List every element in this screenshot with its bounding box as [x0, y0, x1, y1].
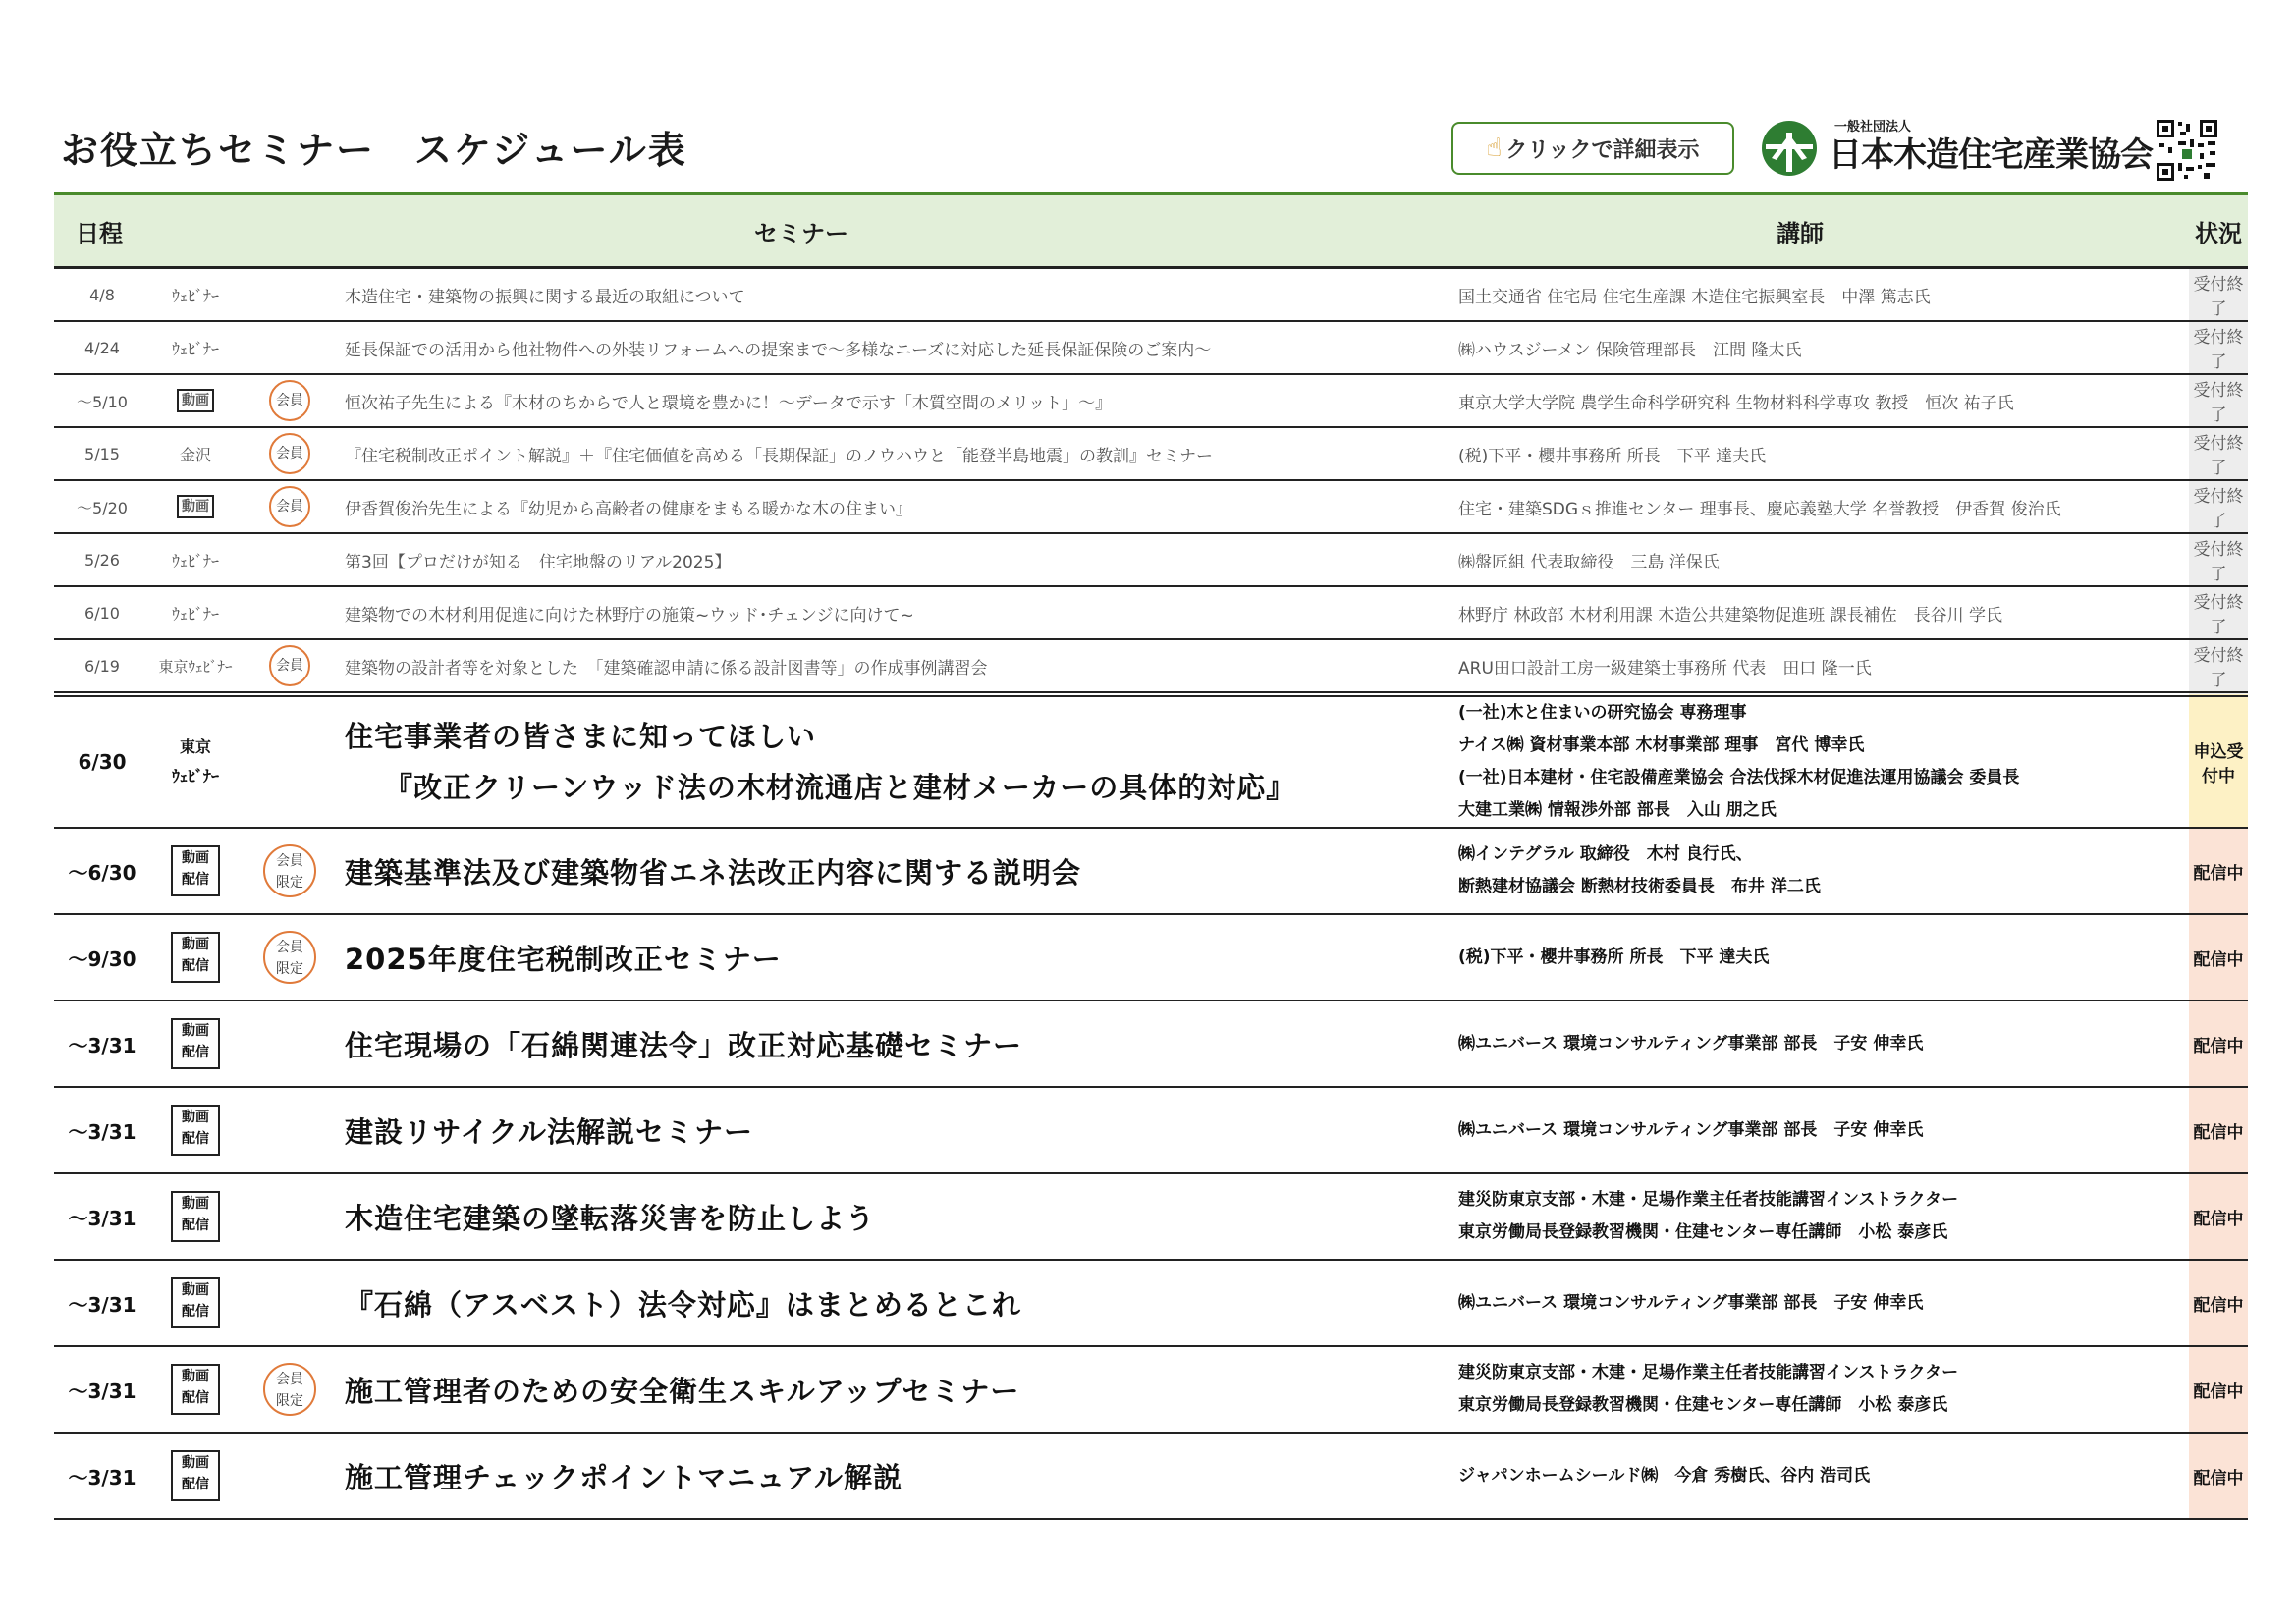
speaker-line: ㈱ユニバース 環境コンサルティング事業部 部長 子安 伸幸氏: [1458, 1119, 1924, 1140]
video-badge: [171, 1018, 220, 1069]
status-badge: 受付終了: [2189, 427, 2248, 480]
row-format: 東京ｳｪﾋﾞﾅｰ: [150, 639, 241, 694]
format-line: 東京: [179, 737, 211, 756]
speaker: 東京大学大学院 農学生命科学研究科 生物材料科学専攻 教授 恒次 祐子氏: [1452, 374, 2189, 427]
status-badge: 受付終了: [2189, 374, 2248, 427]
seminar-title[interactable]: 延長保証での活用から他社物件への外装リフォームへの提案まで～多様なニーズに対応した延長保証保険のご案内～: [339, 321, 1452, 374]
video-badge-line: 配信: [182, 1218, 209, 1233]
table-row[interactable]: [54, 374, 2248, 427]
table-row[interactable]: [54, 914, 2248, 1001]
speaker: [1452, 694, 2189, 828]
video-badge-line: 動画: [182, 1282, 209, 1298]
seminar-title[interactable]: 施工管理者のための安全衛生スキルアップセミナー: [339, 1346, 1452, 1433]
video-badge: [171, 845, 220, 896]
org-name: 日本木造住宅産業協会: [1829, 135, 2153, 175]
speaker-line: 断熱建材協議会 断熱材技術委員長 布井 洋二氏: [1458, 877, 1821, 896]
org-type: 一般社団法人: [1834, 120, 1912, 135]
row-member-badge: [241, 533, 339, 586]
video-badge-line: 配信: [182, 872, 209, 888]
speaker-line: (一社)日本建材・住宅設備産業協会 合法伐採木材促進法運用協議会 委員長: [1458, 768, 2020, 787]
speaker-line: ㈱ユニバース 環境コンサルティング事業部 部長 子安 伸幸氏: [1458, 1292, 1924, 1313]
table-row[interactable]: [54, 321, 2248, 374]
video-badge-line: 動画: [182, 1196, 209, 1212]
table-row[interactable]: [54, 1260, 2248, 1346]
col-seminar-header: セミナー: [150, 194, 1452, 268]
row-member-badge: [241, 1087, 339, 1173]
status-badge: 配信中: [2189, 1087, 2248, 1173]
video-badge-line: 動画: [182, 1455, 209, 1471]
row-format: 金沢: [150, 427, 241, 480]
video-badge-line: 配信: [182, 1304, 209, 1320]
table-row[interactable]: [54, 268, 2248, 322]
row-date: 6/10: [54, 586, 150, 639]
video-badge: [171, 1364, 220, 1415]
speaker: [1452, 914, 2189, 1001]
seminar-title[interactable]: 伊香賀俊治先生による『幼児から高齢者の健康をまもる暖かな木の住まい』: [339, 480, 1452, 533]
row-member-badge: [241, 694, 339, 828]
speaker: [1452, 1346, 2189, 1433]
row-date: ～3/31: [54, 1260, 150, 1346]
row-date: ～3/31: [54, 1001, 150, 1087]
video-badge-line: 配信: [182, 958, 209, 974]
table-row[interactable]: [54, 828, 2248, 914]
seminar-title[interactable]: 『住宅税制改正ポイント解説』＋『住宅価値を高める「長期保証」のノウハウと「能登半島地震」の教訓』セミナー: [339, 427, 1452, 480]
row-member-badge: [241, 586, 339, 639]
seminar-title[interactable]: 木造住宅建築の墜転落災害を防止しよう: [339, 1173, 1452, 1260]
video-badge-line: 動画: [182, 1110, 209, 1125]
speaker: 国土交通省 住宅局 住宅生産課 木造住宅振興室長 中澤 篤志氏: [1452, 268, 2189, 322]
speaker: [1452, 1001, 2189, 1087]
video-badge-line: 配信: [182, 1045, 209, 1060]
video-badge: [171, 1105, 220, 1156]
video-badge-line: 動画: [182, 1369, 209, 1384]
video-badge: 動画: [177, 389, 214, 412]
status-badge: 受付終了: [2189, 321, 2248, 374]
video-badge-line: 動画: [182, 850, 209, 866]
speaker-line: 大建工業㈱ 情報渉外部 部長 入山 朋之氏: [1458, 800, 1777, 820]
table-row[interactable]: [54, 1001, 2248, 1087]
speaker-line: (一社)木と住まいの研究協会 専務理事: [1458, 703, 1747, 723]
table-row[interactable]: [54, 1346, 2248, 1433]
row-date: 5/15: [54, 427, 150, 480]
row-date: 6/30: [54, 694, 150, 828]
row-member-badge: [241, 1260, 339, 1346]
status-badge: 受付終了: [2189, 268, 2248, 322]
member-badge-line: 会員: [276, 1372, 303, 1387]
row-format: ｳｪﾋﾞﾅｰ: [150, 268, 241, 322]
video-badge: [171, 1277, 220, 1328]
status-badge: 配信中: [2189, 828, 2248, 914]
seminar-title[interactable]: 恒次祐子先生による『木材のちからで人と環境を豊かに！～データで示す「木質空間のメリット」～』: [339, 374, 1452, 427]
status-badge: 配信中: [2189, 1001, 2248, 1087]
speaker-line: (税)下平・櫻井事務所 所長 下平 達夫氏: [1458, 947, 1770, 967]
member-badge: 会員: [269, 433, 310, 474]
speaker-line: ナイス㈱ 資材事業本部 木材事業部 理事 宮代 博幸氏: [1458, 735, 1865, 755]
col-status-header: 状況: [2189, 194, 2248, 268]
member-badge-line: 限定: [276, 961, 303, 977]
speaker-line: 東京労働局長登録教習機関・住建センター専任講師 小松 泰彦氏: [1458, 1395, 1948, 1415]
featured-row[interactable]: [54, 694, 2248, 828]
table-row[interactable]: [54, 1433, 2248, 1519]
member-badge-line: 限定: [276, 1393, 303, 1409]
member-badge-line: 会員: [276, 940, 303, 955]
speaker-line: ㈱ユニバース 環境コンサルティング事業部 部長 子安 伸幸氏: [1458, 1033, 1924, 1054]
speaker: [1452, 1433, 2189, 1519]
row-date: 6/19: [54, 639, 150, 694]
seminar-title[interactable]: 建築物の設計者等を対象とした 「建築確認申請に係る設計図書等」の作成事例講習会: [339, 639, 1452, 694]
member-badge-line: 会員: [276, 853, 303, 869]
row-member-badge: [241, 1001, 339, 1087]
status-badge: 配信中: [2189, 1346, 2248, 1433]
member-badge: [263, 931, 316, 984]
member-badge: [263, 1363, 316, 1416]
status-badge: 受付終了: [2189, 586, 2248, 639]
video-badge-line: 配信: [182, 1390, 209, 1406]
detail-view-button[interactable]: [1451, 122, 1734, 175]
status-badge: 受付終了: [2189, 533, 2248, 586]
title-line: 住宅事業者の皆さまに知ってほしい: [345, 720, 817, 753]
video-badge: [171, 1450, 220, 1501]
status-badge: 受付終了: [2189, 480, 2248, 533]
seminar-title[interactable]: 建設リサイクル法解説セミナー: [339, 1087, 1452, 1173]
video-badge-line: 動画: [182, 1023, 209, 1039]
row-date: 5/26: [54, 533, 150, 586]
speaker: 林野庁 林政部 木材利用課 木造公共建築物促進班 課長補佐 長谷川 学氏: [1452, 586, 2189, 639]
row-format: [150, 374, 241, 427]
member-badge: 会員: [269, 380, 310, 421]
member-badge: [263, 844, 316, 897]
table-header: [54, 194, 2248, 268]
seminar-title[interactable]: 施工管理チェックポイントマニュアル解説: [339, 1433, 1452, 1519]
status-badge: 受付終了: [2189, 639, 2248, 694]
speaker: ㈱ハウスジーメン 保険管理部長 江間 隆太氏: [1452, 321, 2189, 374]
speaker-line: 東京労働局長登録教習機関・住建センター専任講師 小松 泰彦氏: [1458, 1222, 1948, 1242]
speaker-line: ジャパンホームシールド㈱ 今倉 秀樹氏、谷内 浩司氏: [1458, 1465, 1871, 1486]
row-member-badge: [241, 1433, 339, 1519]
row-format: ｳｪﾋﾞﾅｰ: [150, 586, 241, 639]
col-speaker-header: 講師: [1452, 194, 2189, 268]
status-badge: 配信中: [2189, 1433, 2248, 1519]
member-badge: 会員: [269, 486, 310, 527]
speaker: [1452, 1260, 2189, 1346]
row-date: 4/24: [54, 321, 150, 374]
seminar-title[interactable]: 『石綿（アスベスト）法令対応』はまとめるとこれ: [339, 1260, 1452, 1346]
seminar-title[interactable]: 2025年度住宅税制改正セミナー: [339, 914, 1452, 1001]
table-row[interactable]: [54, 639, 2248, 694]
speaker: [1452, 1173, 2189, 1260]
speaker: [1452, 1087, 2189, 1173]
row-format: ｳｪﾋﾞﾅｰ: [150, 533, 241, 586]
row-date: ～3/31: [54, 1433, 150, 1519]
seminar-title[interactable]: 建築物での木材利用促進に向けた林野庁の施策~ウッド･チェンジに向けて~: [339, 586, 1452, 639]
seminar-schedule-table: [54, 192, 2248, 1520]
status-badge: 配信中: [2189, 914, 2248, 1001]
row-member-badge: [241, 1173, 339, 1260]
seminar-title[interactable]: 第3回【プロだけが知る 住宅地盤のリアル2025】: [339, 533, 1452, 586]
status-badge: 申込受付中: [2189, 694, 2248, 828]
table-row[interactable]: [54, 480, 2248, 533]
row-date: ～3/31: [54, 1173, 150, 1260]
tree-logo-icon: [1760, 119, 1819, 178]
speaker: [1452, 828, 2189, 914]
row-date: 4/8: [54, 268, 150, 322]
title-line: 『改正クリーンウッド法の木材流通店と建材メーカーの具体的対応』: [384, 771, 1296, 804]
detail-view-label: クリックで詳細表示: [1505, 137, 1700, 163]
row-date: ～6/30: [54, 828, 150, 914]
pointing-hand-icon: ☝: [1486, 134, 1503, 163]
row-format: [150, 480, 241, 533]
status-badge: 配信中: [2189, 1173, 2248, 1260]
organization-logo: [1760, 116, 2153, 181]
row-format: [150, 694, 241, 828]
video-badge-line: 配信: [182, 1477, 209, 1492]
table-row[interactable]: [54, 533, 2248, 586]
video-badge-line: 配信: [182, 1131, 209, 1147]
row-date: ～5/20: [54, 480, 150, 533]
row-format: ｳｪﾋﾞﾅｰ: [150, 321, 241, 374]
col-date-header: 日程: [54, 194, 150, 268]
row-member-badge: [241, 321, 339, 374]
row-date: ～3/31: [54, 1346, 150, 1433]
video-badge: [171, 932, 220, 983]
seminar-title[interactable]: 木造住宅・建築物の振興に関する最近の取組について: [339, 268, 1452, 322]
video-badge: [171, 1191, 220, 1242]
speaker-line: ㈱インテグラル 取締役 木村 良行氏、: [1458, 844, 1753, 864]
table-row[interactable]: [54, 1087, 2248, 1173]
row-date: ～9/30: [54, 914, 150, 1001]
speaker: 住宅・建築SDGｓ推進センター 理事長、慶応義塾大学 名誉教授 伊香賀 俊治氏: [1452, 480, 2189, 533]
video-badge: 動画: [177, 495, 214, 518]
qr-code-icon[interactable]: [2155, 118, 2219, 183]
speaker: ARU田口設計工房一級建築士事務所 代表 田口 隆一氏: [1452, 639, 2189, 694]
member-badge: 会員: [269, 645, 310, 686]
speaker-line: 建災防東京支部・木建・足場作業主任者技能講習インストラクター: [1458, 1190, 1959, 1210]
seminar-title[interactable]: 住宅現場の「石綿関連法令」改正対応基礎セミナー: [339, 1001, 1452, 1087]
table-row[interactable]: [54, 427, 2248, 480]
seminar-title[interactable]: 建築基準法及び建築物省エネ法改正内容に関する説明会: [339, 828, 1452, 914]
table-row[interactable]: [54, 1173, 2248, 1260]
page-title: お役立ちセミナー スケジュール表: [61, 129, 687, 172]
speaker: ㈱盤匠組 代表取締役 三島 洋保氏: [1452, 533, 2189, 586]
video-badge-line: 動画: [182, 937, 209, 952]
row-member-badge: [241, 268, 339, 322]
table-row[interactable]: [54, 586, 2248, 639]
row-date: ～5/10: [54, 374, 150, 427]
member-badge-line: 限定: [276, 875, 303, 891]
seminar-title[interactable]: [339, 694, 1452, 828]
speaker-line: 建災防東京支部・木建・足場作業主任者技能講習インストラクター: [1458, 1363, 1959, 1382]
format-line: ｳｪﾋﾞﾅｰ: [171, 767, 219, 785]
row-date: ～3/31: [54, 1087, 150, 1173]
speaker: (税)下平・櫻井事務所 所長 下平 達夫氏: [1452, 427, 2189, 480]
status-badge: 配信中: [2189, 1260, 2248, 1346]
